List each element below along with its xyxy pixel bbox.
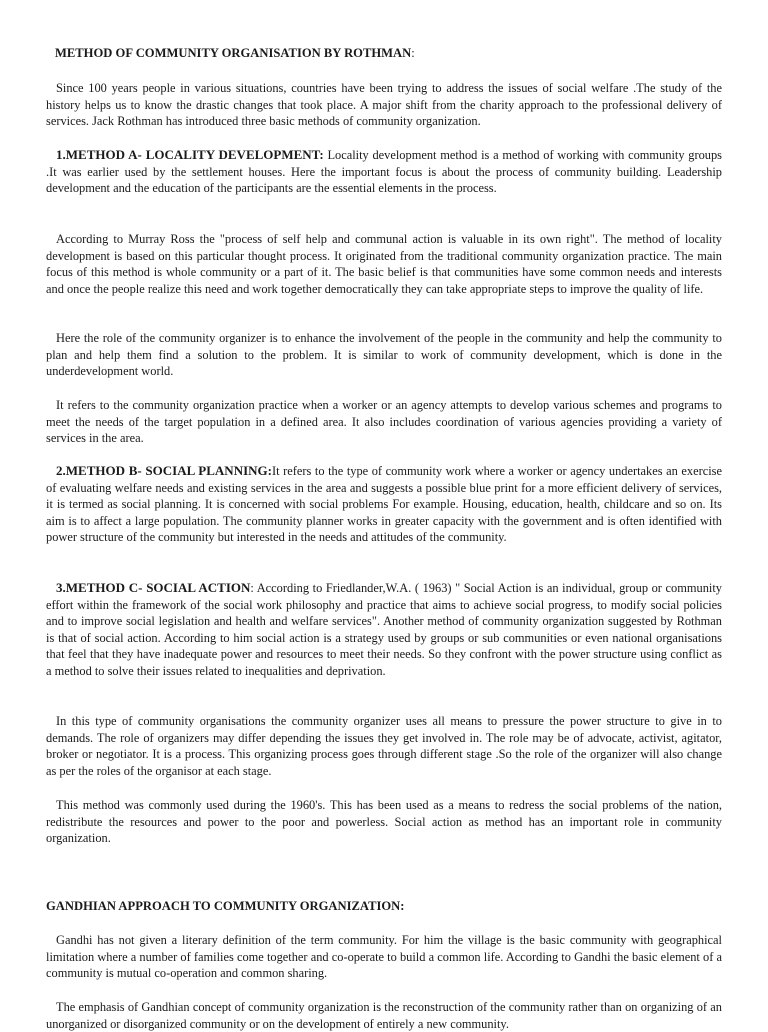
gandhi-community-paragraph: Gandhi has not given a literary definition of the term community. For him the village is the basic community with geographical limitation where a number of families come together and co-operate to build a common life. According to Gandhi the basic element of a community is mutual co-operation and common sharing. [46,933,722,981]
organizer-role-paragraph: Here the role of the community organizer is to enhance the involvement of the people in the community and help the community to plan and help them find a solution to the problem. It is similar to work of community development, which is done in the underdevelopment world. [46,331,722,379]
gandhian-heading: GANDHIAN APPROACH TO COMMUNITY ORGANIZATION: [46,899,405,913]
social-planning-text: It refers to the type of community work where a worker or agency undertakes an exercise of evaluating welfare needs and existing services in the area and suggests a possible blue print for a more efficient delivery of services, it is termed as social planning. It is concerned with social problems For example. Housing, education, health, childcare and so on. Its aim is to affect a large population. The community planner works in greater capacity with the government and is often identified with power structure of the community but interested in the needs and attitudes of the community. [46,464,722,545]
sixties-paragraph: This method was commonly used during the 1960's. This has been used as a means to redress the social problems of the nation, redistribute the resources and power to the poor and powerless. Social action as method has an important role in community organization. [46,798,722,846]
gandhian-emphasis-paragraph: The emphasis of Gandhian concept of community organization is the reconstruction of the community rather than on organizing of an unorganized or disorganized community or on the development of entirely a new community. [46,1000,722,1031]
social-action-heading: 3.METHOD C- SOCIAL ACTION [56,580,251,595]
pressure-paragraph: In this type of community organisations the community organizer uses all means to pressure the power structure to give in to demands. The role of organizers may differ depending the issues they get involved in. The role may be of advocate, activist, agitator, broker or negotiator. It is a process. This organizing process goes through different stage .So the role of the organizer will also change as per the roles of the organisor at each stage. [46,714,722,778]
practice-paragraph: It refers to the community organization practice when a worker or an agency attempts to develop various schemes and programs to meet the needs of the target population in a defined area. It also includes coordination of various agencies providing a variety of services in the area. [46,398,722,446]
intro-paragraph: Since 100 years people in various situations, countries have been trying to address the issues of social welfare .The study of the history helps us to know the drastic changes that took place. A major shift from the charity approach to the professional delivery of services. Jack Rothman has introduced three basic methods of community organization. [46,81,722,129]
social-planning-paragraph [46,463,722,546]
social-action-text: : According to Friedlander,W.A. ( 1963) " Social Action is an individual, group or community effort within the framework of the social work philosophy and practice that aims to achieve social progress, to modify social policies and to improve social legislation and health and welfare services". Another method of community organization suggested by Rothman is that of social action. According to him social action is a strategy used by groups or sub communities or even national organisations that feel that they have inadequate power and resources to meet their needs. So they confront with the power structure using conflict as a method to solve their issues related to inequalities and deprivation. [46,581,722,678]
title-colon: : [411,46,415,60]
social-planning-heading: 2.METHOD B- SOCIAL PLANNING: [56,463,272,478]
locality-development-paragraph [46,147,722,197]
murray-ross-paragraph: According to Murray Ross the "process of self help and communal action is valuable in its own right". The method of locality development is based on this particular thought process. It originated from the traditional community organization practice. The main focus of this method is whole community or a part of it. The basic belief is that communities have some common needs and interests and once the people realize this need and work together democratically they can take appropriate steps to improve the quality of life. [46,232,722,296]
social-action-paragraph [46,580,722,680]
locality-development-text: Locality development method is a method of working with community groups .It was earlier used by the settlement houses. Here the important focus is about the process of community building. Leadership development and the education of the participants are the essential elements in the process. [46,148,723,196]
title-text: METHOD OF COMMUNITY ORGANISATION BY ROTHMAN [55,46,412,60]
locality-development-heading: 1.METHOD A- LOCALITY DEVELOPMENT: [56,147,324,162]
document-title [55,45,415,62]
